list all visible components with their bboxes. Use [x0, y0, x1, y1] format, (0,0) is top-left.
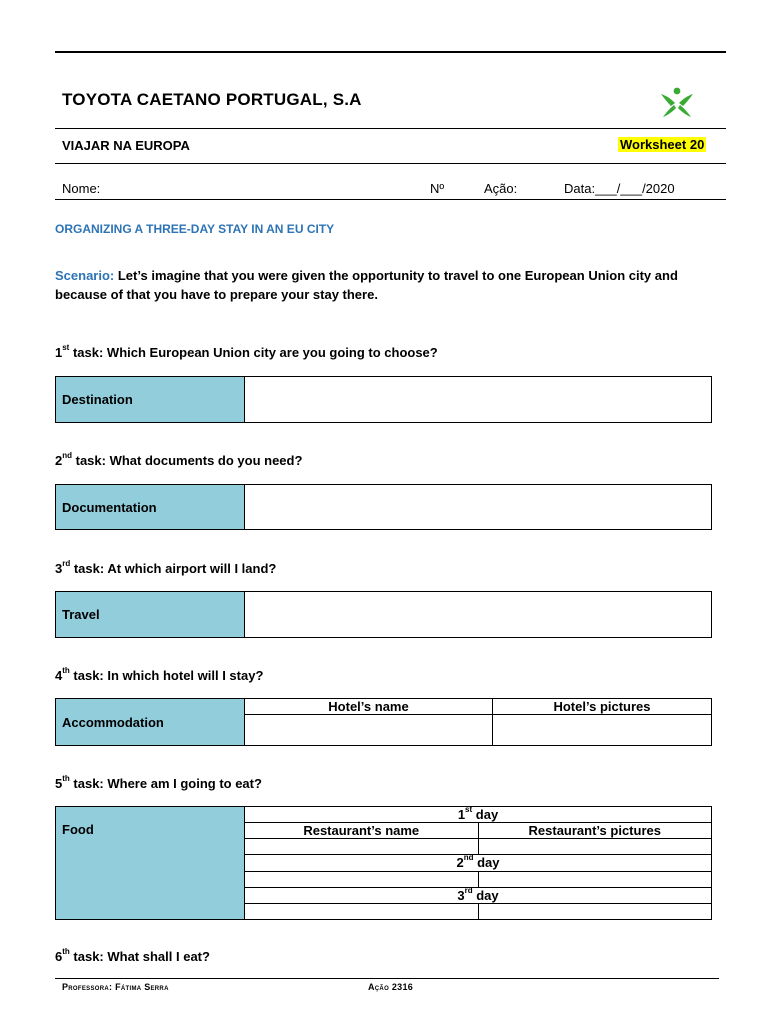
day-ordinal: st: [465, 805, 473, 815]
day-word: day: [472, 887, 499, 903]
company-name: TOYOTA CAETANO PORTUGAL, S.A: [62, 90, 362, 109]
footer-teacher: Professora: Fátima Serra: [62, 982, 169, 992]
restaurant-pictures-header: Restaurant’s pictures: [478, 823, 712, 839]
travel-table: [55, 591, 712, 638]
task-number: 2: [55, 453, 63, 468]
food-label: Food: [56, 807, 245, 920]
task-ordinal: th: [62, 666, 70, 675]
header-rule-2: [55, 163, 726, 164]
task-ordinal: st: [62, 343, 70, 352]
scenario-text: Let’s imagine that you were given the opportunity to travel to one European Union city and because of that you have to prepare your stay there.: [55, 268, 678, 302]
day-1-header: [245, 807, 712, 823]
date-field-label: Data:___/___/2020: [564, 181, 675, 196]
restaurant-pictures-cell[interactable]: [478, 903, 712, 919]
restaurant-name-header: Restaurant’s name: [245, 823, 479, 839]
day-word: day: [473, 855, 500, 871]
day-3-header: [245, 887, 712, 903]
hotel-pictures-cell[interactable]: [493, 715, 712, 746]
footer-action: Ação 2316: [368, 982, 414, 992]
hotel-name-cell[interactable]: [245, 715, 493, 746]
day-ordinal: nd: [463, 853, 474, 863]
green-figure-logo-icon: [659, 86, 695, 118]
action-field-label: Ação:: [484, 181, 518, 196]
day-word: day: [472, 807, 499, 823]
task-ordinal: rd: [62, 559, 71, 568]
task-6-heading: [55, 949, 210, 964]
travel-label: Travel: [56, 592, 245, 638]
top-rule: [55, 51, 726, 53]
day-number: 3: [457, 887, 465, 903]
restaurant-pictures-cell[interactable]: [478, 871, 712, 887]
travel-answer-cell[interactable]: [245, 592, 712, 638]
day-2-header: [245, 855, 712, 871]
destination-label: Destination: [56, 377, 245, 423]
task-text: task: In which hotel will I stay?: [69, 668, 264, 683]
header-rule-3: [55, 199, 726, 200]
task-2-heading: [55, 453, 302, 468]
task-number: 1: [55, 345, 63, 360]
task-1-heading: [55, 345, 438, 360]
task-ordinal: nd: [62, 451, 73, 460]
footer-rule: [55, 978, 719, 979]
task-text: task: Where am I going to eat?: [69, 776, 262, 791]
day-ordinal: rd: [464, 885, 473, 895]
name-field-label: Nome:: [62, 181, 101, 196]
scenario-paragraph: [55, 266, 715, 304]
scenario-label: Scenario:: [55, 268, 115, 283]
hotel-name-header: Hotel’s name: [245, 699, 493, 715]
restaurant-name-cell[interactable]: [245, 871, 479, 887]
documentation-label: Documentation: [56, 485, 245, 530]
task-4-heading: [55, 668, 263, 683]
task-text: task: What documents do you need?: [72, 453, 303, 468]
course-title: VIAJAR NA EUROPA: [62, 138, 190, 153]
task-3-heading: [55, 561, 276, 576]
documentation-table: [55, 484, 712, 530]
restaurant-pictures-cell[interactable]: [478, 839, 712, 855]
restaurant-name-cell[interactable]: [245, 839, 479, 855]
accommodation-table: [55, 698, 712, 746]
header-rule-1: [55, 128, 726, 129]
documentation-answer-cell[interactable]: [245, 485, 712, 530]
task-text: task: What shall I eat?: [69, 949, 210, 964]
day-number: 2: [456, 855, 464, 871]
task-ordinal: th: [62, 947, 70, 956]
accommodation-label: Accommodation: [56, 699, 245, 746]
food-table: [55, 806, 712, 920]
task-5-heading: [55, 776, 262, 791]
task-text: task: At which airport will I land?: [70, 561, 277, 576]
task-number: 4: [55, 668, 63, 683]
restaurant-name-cell[interactable]: [245, 903, 479, 919]
section-title: ORGANIZING A THREE-DAY STAY IN AN EU CITY: [55, 222, 335, 236]
task-number: 5: [55, 776, 63, 791]
destination-table: [55, 376, 712, 423]
hotel-pictures-header: Hotel’s pictures: [493, 699, 712, 715]
day-number: 1: [457, 807, 466, 823]
task-ordinal: th: [62, 774, 70, 783]
destination-answer-cell[interactable]: [245, 377, 712, 423]
task-number: 6: [55, 949, 63, 964]
worksheet-badge: Worksheet 20: [620, 137, 705, 152]
task-text: task: Which European Union city are you going to choose?: [69, 345, 438, 360]
number-field-label: Nº: [430, 181, 445, 196]
task-number: 3: [55, 561, 63, 576]
